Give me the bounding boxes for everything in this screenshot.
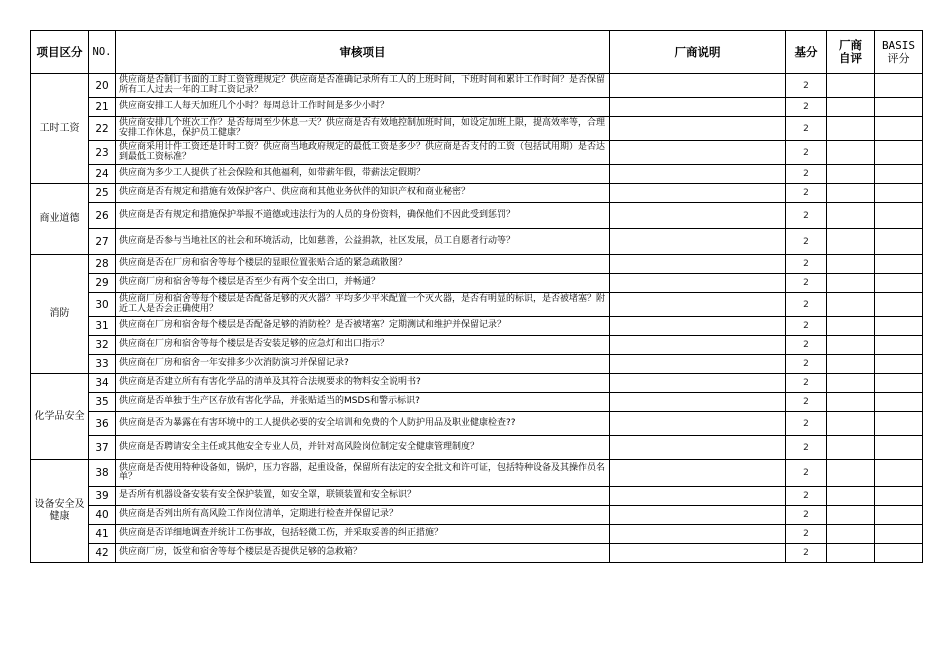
self-eval-cell[interactable] bbox=[827, 336, 875, 355]
basis-eval-cell[interactable] bbox=[875, 141, 923, 165]
audit-item-text: 是否所有机器设备安装有安全保护装置，如安全罩，联锁装置和安全标识？ bbox=[116, 487, 610, 506]
vendor-note-cell[interactable] bbox=[610, 141, 786, 165]
base-score-cell: 2 bbox=[786, 98, 827, 117]
category-cell: 商业道德 bbox=[31, 184, 89, 255]
audit-item-text: 供应商采用计件工资还是计时工资？供应商当地政府规定的最低工资是多少？供应商是否支付的工资（包括试用期）是否达到最低工资标准？ bbox=[116, 141, 610, 165]
self-eval-cell[interactable] bbox=[827, 317, 875, 336]
table-row bbox=[31, 412, 923, 436]
item-number: 36 bbox=[89, 412, 116, 436]
item-number: 21 bbox=[89, 98, 116, 117]
header-vendor-note: 厂商说明 bbox=[610, 31, 786, 74]
table-row bbox=[31, 203, 923, 229]
item-number: 38 bbox=[89, 460, 116, 487]
item-number: 20 bbox=[89, 74, 116, 98]
header-no: NO. bbox=[89, 31, 116, 74]
vendor-note-cell[interactable] bbox=[610, 412, 786, 436]
audit-item-text: 供应商安排几个班次工作？是否每周至少休息一天？供应商是否有效地控制加班时间，如设定加班上限，提高效率等，合理安排工作休息，保护员工健康？ bbox=[116, 117, 610, 141]
audit-item-text: 供应商安排工人每天加班几个小时？每周总计工作时间是多少小时？ bbox=[116, 98, 610, 117]
self-eval-cell[interactable] bbox=[827, 436, 875, 460]
vendor-note-cell[interactable] bbox=[610, 229, 786, 255]
audit-item-text: 供应商是否制订书面的工时工资管理规定？供应商是否准确记录所有工人的上班时间，下班时间和累计工作时间？是否保留所有工人过去一年的工时工资记录？ bbox=[116, 74, 610, 98]
basis-eval-cell[interactable] bbox=[875, 229, 923, 255]
audit-item-text: 供应商在厂房和宿舍每个楼层是否配备足够的消防栓？是否被堵塞？定期测试和维护并保留记录？ bbox=[116, 317, 610, 336]
category-cell: 设备安全及健康 bbox=[31, 460, 89, 563]
vendor-note-cell[interactable] bbox=[610, 544, 786, 563]
table-row bbox=[31, 393, 923, 412]
header-base-score: 基分 bbox=[786, 31, 827, 74]
table-row bbox=[31, 141, 923, 165]
table-row bbox=[31, 336, 923, 355]
self-eval-cell[interactable] bbox=[827, 412, 875, 436]
table-row bbox=[31, 255, 923, 274]
vendor-note-cell[interactable] bbox=[610, 317, 786, 336]
header-self-eval: 厂商 自评 bbox=[827, 31, 875, 74]
self-eval-cell[interactable] bbox=[827, 525, 875, 544]
item-number: 42 bbox=[89, 544, 116, 563]
base-score-cell: 2 bbox=[786, 184, 827, 203]
audit-item-text: 供应商是否建立所有有害化学品的清单及其符合法规要求的物料安全说明书? bbox=[116, 374, 610, 393]
vendor-note-cell[interactable] bbox=[610, 487, 786, 506]
audit-table bbox=[30, 30, 923, 563]
base-score-cell: 2 bbox=[786, 255, 827, 274]
table-row bbox=[31, 117, 923, 141]
category-cell: 化学品安全 bbox=[31, 374, 89, 460]
table-row bbox=[31, 544, 923, 563]
vendor-note-cell[interactable] bbox=[610, 74, 786, 98]
basis-eval-cell[interactable] bbox=[875, 393, 923, 412]
table-row bbox=[31, 293, 923, 317]
table-row bbox=[31, 355, 923, 374]
table-row bbox=[31, 74, 923, 98]
audit-item-text: 供应商是否单独于生产区存放有害化学品，并张贴适当的MSDS和警示标识? bbox=[116, 393, 610, 412]
base-score-cell: 2 bbox=[786, 74, 827, 98]
item-number: 29 bbox=[89, 274, 116, 293]
table-row bbox=[31, 184, 923, 203]
vendor-note-cell[interactable] bbox=[610, 336, 786, 355]
vendor-note-cell[interactable] bbox=[610, 98, 786, 117]
table-row bbox=[31, 436, 923, 460]
audit-item-text: 供应商是否使用特种设备如，锅炉，压力容器，起重设备，保留所有法定的安全批文和许可证，包括特种设备及其操作员名单？ bbox=[116, 460, 610, 487]
item-number: 25 bbox=[89, 184, 116, 203]
vendor-note-cell[interactable] bbox=[610, 436, 786, 460]
self-eval-cell[interactable] bbox=[827, 355, 875, 374]
item-number: 32 bbox=[89, 336, 116, 355]
base-score-cell: 2 bbox=[786, 525, 827, 544]
item-number: 31 bbox=[89, 317, 116, 336]
item-number: 30 bbox=[89, 293, 116, 317]
item-number: 35 bbox=[89, 393, 116, 412]
vendor-note-cell[interactable] bbox=[610, 184, 786, 203]
audit-item-text: 供应商厂房和宿舍等每个楼层是否配备足够的灭火器？平均多少平米配置一个灭火器，是否有明显的标识，是否被堵塞？附近工人是否会正确使用？ bbox=[116, 293, 610, 317]
table-row bbox=[31, 374, 923, 393]
base-score-cell: 2 bbox=[786, 117, 827, 141]
audit-item-text: 供应商是否详细地调查并统计工伤事故，包括轻微工伤，并采取妥善的纠正措施？ bbox=[116, 525, 610, 544]
table-row bbox=[31, 506, 923, 525]
basis-eval-cell[interactable] bbox=[875, 506, 923, 525]
table-row bbox=[31, 274, 923, 293]
item-number: 34 bbox=[89, 374, 116, 393]
vendor-note-cell[interactable] bbox=[610, 274, 786, 293]
self-eval-cell[interactable] bbox=[827, 203, 875, 229]
header-basis-eval: BASIS 评分 bbox=[875, 31, 923, 74]
audit-item-text: 供应商是否参与当地社区的社会和环境活动，比如慈善，公益捐款，社区发展，员工自愿者行动等？ bbox=[116, 229, 610, 255]
basis-eval-cell[interactable] bbox=[875, 293, 923, 317]
self-eval-cell[interactable] bbox=[827, 393, 875, 412]
self-eval-cell[interactable] bbox=[827, 293, 875, 317]
basis-eval-cell[interactable] bbox=[875, 412, 923, 436]
vendor-note-cell[interactable] bbox=[610, 525, 786, 544]
base-score-cell: 2 bbox=[786, 544, 827, 563]
table-row bbox=[31, 98, 923, 117]
base-score-cell: 2 bbox=[786, 487, 827, 506]
basis-eval-cell[interactable] bbox=[875, 98, 923, 117]
vendor-note-cell[interactable] bbox=[610, 393, 786, 412]
item-number: 39 bbox=[89, 487, 116, 506]
basis-eval-cell[interactable] bbox=[875, 74, 923, 98]
item-number: 26 bbox=[89, 203, 116, 229]
base-score-cell: 2 bbox=[786, 336, 827, 355]
base-score-cell: 2 bbox=[786, 203, 827, 229]
vendor-note-cell[interactable] bbox=[610, 460, 786, 487]
audit-item-text: 供应商是否有规定和措施有效保护客户、供应商和其他业务伙伴的知识产权和商业秘密？ bbox=[116, 184, 610, 203]
audit-item-text: 供应商厂房和宿舍等每个楼层是否至少有两个安全出口，并畅通？ bbox=[116, 274, 610, 293]
basis-eval-cell[interactable] bbox=[875, 525, 923, 544]
base-score-cell: 2 bbox=[786, 460, 827, 487]
category-cell: 工时工资 bbox=[31, 74, 89, 184]
base-score-cell: 2 bbox=[786, 317, 827, 336]
header-category: 项目区分 bbox=[31, 31, 89, 74]
vendor-note-cell[interactable] bbox=[610, 165, 786, 184]
vendor-note-cell[interactable] bbox=[610, 506, 786, 525]
vendor-note-cell[interactable] bbox=[610, 203, 786, 229]
base-score-cell: 2 bbox=[786, 412, 827, 436]
basis-eval-cell[interactable] bbox=[875, 165, 923, 184]
audit-item-text: 供应商是否聘请安全主任或其他安全专业人员，并针对高风险岗位制定安全健康管理制度？ bbox=[116, 436, 610, 460]
table-row bbox=[31, 165, 923, 184]
base-score-cell: 2 bbox=[786, 141, 827, 165]
self-eval-cell[interactable] bbox=[827, 98, 875, 117]
self-eval-cell[interactable] bbox=[827, 544, 875, 563]
base-score-cell: 2 bbox=[786, 355, 827, 374]
base-score-cell: 2 bbox=[786, 436, 827, 460]
item-number: 41 bbox=[89, 525, 116, 544]
vendor-note-cell[interactable] bbox=[610, 293, 786, 317]
table-row bbox=[31, 525, 923, 544]
header-row bbox=[31, 31, 923, 74]
vendor-note-cell[interactable] bbox=[610, 355, 786, 374]
table-row bbox=[31, 317, 923, 336]
base-score-cell: 2 bbox=[786, 229, 827, 255]
basis-eval-cell[interactable] bbox=[875, 255, 923, 274]
table-row bbox=[31, 487, 923, 506]
item-number: 33 bbox=[89, 355, 116, 374]
basis-eval-cell[interactable] bbox=[875, 436, 923, 460]
base-score-cell: 2 bbox=[786, 393, 827, 412]
self-eval-cell[interactable] bbox=[827, 506, 875, 525]
self-eval-cell[interactable] bbox=[827, 184, 875, 203]
table-row bbox=[31, 460, 923, 487]
base-score-cell: 2 bbox=[786, 165, 827, 184]
item-number: 24 bbox=[89, 165, 116, 184]
item-number: 40 bbox=[89, 506, 116, 525]
basis-eval-cell[interactable] bbox=[875, 203, 923, 229]
audit-item-text: 供应商是否列出所有高风险工作岗位清单，定期进行检查并保留记录？ bbox=[116, 506, 610, 525]
audit-item-text: 供应商在厂房和宿舍等每个楼层是否安装足够的应急灯和出口指示？ bbox=[116, 336, 610, 355]
basis-eval-cell[interactable] bbox=[875, 487, 923, 506]
self-eval-cell[interactable] bbox=[827, 117, 875, 141]
self-eval-cell[interactable] bbox=[827, 274, 875, 293]
basis-eval-cell[interactable] bbox=[875, 355, 923, 374]
category-cell: 消防 bbox=[31, 255, 89, 374]
audit-item-text: 供应商在厂房和宿舍一年安排多少次消防演习并保留记录? bbox=[116, 355, 610, 374]
item-number: 27 bbox=[89, 229, 116, 255]
basis-eval-cell[interactable] bbox=[875, 184, 923, 203]
header-audit-item: 审核项目 bbox=[116, 31, 610, 74]
item-number: 23 bbox=[89, 141, 116, 165]
table-row bbox=[31, 229, 923, 255]
self-eval-cell[interactable] bbox=[827, 255, 875, 274]
base-score-cell: 2 bbox=[786, 374, 827, 393]
basis-eval-cell[interactable] bbox=[875, 317, 923, 336]
self-eval-cell[interactable] bbox=[827, 460, 875, 487]
self-eval-cell[interactable] bbox=[827, 374, 875, 393]
item-number: 28 bbox=[89, 255, 116, 274]
vendor-note-cell[interactable] bbox=[610, 374, 786, 393]
audit-item-text: 供应商是否为暴露在有害环境中的工人提供必要的安全培训和免费的个人防护用品及职业健康检查?? bbox=[116, 412, 610, 436]
self-eval-cell[interactable] bbox=[827, 141, 875, 165]
audit-item-text: 供应商厂房，饭堂和宿舍等每个楼层是否提供足够的急救箱？ bbox=[116, 544, 610, 563]
self-eval-cell[interactable] bbox=[827, 487, 875, 506]
item-number: 22 bbox=[89, 117, 116, 141]
base-score-cell: 2 bbox=[786, 274, 827, 293]
basis-eval-cell[interactable] bbox=[875, 117, 923, 141]
self-eval-cell[interactable] bbox=[827, 165, 875, 184]
base-score-cell: 2 bbox=[786, 293, 827, 317]
table-body bbox=[31, 74, 923, 563]
item-number: 37 bbox=[89, 436, 116, 460]
basis-eval-cell[interactable] bbox=[875, 274, 923, 293]
audit-item-text: 供应商是否有规定和措施保护举报不道德或违法行为的人员的身份资料，确保他们不因此受到惩罚？ bbox=[116, 203, 610, 229]
basis-eval-cell[interactable] bbox=[875, 336, 923, 355]
audit-item-text: 供应商是否在厂房和宿舍等每个楼层的显眼位置张贴合适的紧急疏散图？ bbox=[116, 255, 610, 274]
self-eval-cell[interactable] bbox=[827, 74, 875, 98]
vendor-note-cell[interactable] bbox=[610, 255, 786, 274]
vendor-note-cell[interactable] bbox=[610, 117, 786, 141]
basis-eval-cell[interactable] bbox=[875, 544, 923, 563]
basis-eval-cell[interactable] bbox=[875, 374, 923, 393]
audit-item-text: 供应商为多少工人提供了社会保险和其他福利，如带薪年假，带薪法定假期？ bbox=[116, 165, 610, 184]
base-score-cell: 2 bbox=[786, 506, 827, 525]
basis-eval-cell[interactable] bbox=[875, 460, 923, 487]
self-eval-cell[interactable] bbox=[827, 229, 875, 255]
